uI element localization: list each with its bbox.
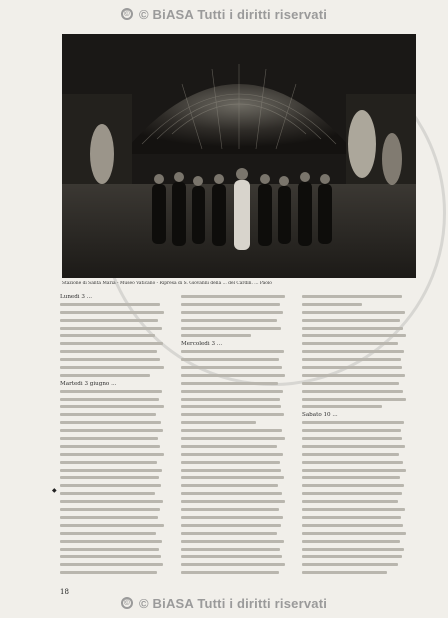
text-line [60, 531, 170, 539]
illegible-text-bar [181, 476, 284, 479]
text-line [60, 468, 170, 476]
illegible-text-bar [181, 563, 285, 566]
illegible-text-bar [181, 398, 280, 401]
illegible-text-bar [181, 295, 285, 298]
margin-marker: ◆ [52, 487, 57, 494]
illegible-text-bar [181, 319, 277, 322]
illegible-text-bar [60, 524, 164, 527]
text-line [302, 404, 412, 412]
illegible-text-bar [60, 453, 164, 456]
illegible-text-bar [302, 508, 405, 511]
illegible-text-bar [302, 461, 403, 464]
text-line [60, 452, 170, 460]
text-line [60, 389, 170, 397]
illegible-text-bar [181, 437, 285, 440]
text-line [60, 333, 170, 341]
illegible-text-bar [60, 563, 163, 566]
text-line [302, 507, 412, 515]
illegible-text-bar [181, 382, 278, 385]
text-line [181, 404, 291, 412]
text-line [181, 491, 291, 499]
illegible-text-bar [60, 390, 162, 393]
illegible-text-bar [302, 516, 401, 519]
illegible-text-bar [60, 358, 160, 361]
illegible-text-bar [181, 548, 280, 551]
illegible-text-bar [60, 532, 156, 535]
text-line [60, 349, 170, 357]
illegible-text-bar [302, 453, 399, 456]
text-line: Mercoledì 3 ... [181, 341, 223, 348]
illegible-text-bar [302, 374, 405, 377]
illegible-text-bar [60, 571, 157, 574]
illegible-text-bar [181, 532, 277, 535]
text-line [60, 554, 170, 562]
illegible-text-bar [302, 295, 402, 298]
illegible-text-bar [302, 429, 401, 432]
illegible-text-bar [181, 350, 284, 353]
text-line [60, 460, 170, 468]
text-line [181, 357, 291, 365]
watermark-text: © BiASA Tutti i diritti riservati [138, 595, 328, 611]
illegible-text-bar [60, 500, 163, 503]
illegible-text-bar [181, 334, 251, 337]
text-line: Sabato 10 ... [302, 412, 338, 419]
text-line [181, 412, 291, 420]
watermark-top [0, 6, 448, 22]
text-line [60, 302, 170, 310]
illegible-text-bar [181, 303, 280, 306]
illegible-text-bar [60, 555, 161, 558]
illegible-text-bar [60, 350, 157, 353]
illegible-text-bar [181, 421, 256, 424]
text-line [181, 365, 291, 373]
illegible-text-bar [60, 548, 159, 551]
illegible-text-bar [181, 484, 278, 487]
text-line [181, 468, 291, 476]
text-line [60, 373, 170, 381]
text-line [181, 436, 291, 444]
text-line [181, 373, 291, 381]
text-line [60, 412, 170, 420]
figure-caption: Stazione di Santa Maria - Museo Vaticano - Ripresa di S. Giovanni della ... del Cardin. ... Paolo [62, 281, 272, 286]
text-line [60, 436, 170, 444]
text-column-2 [181, 294, 291, 586]
text-line [181, 515, 291, 523]
text-line [181, 547, 291, 555]
text-line [302, 357, 412, 365]
text-line [60, 420, 170, 428]
text-line [181, 326, 291, 334]
illegible-text-bar [60, 413, 156, 416]
watermark-bottom [0, 595, 448, 611]
illegible-text-bar [181, 445, 277, 448]
photo-figure [62, 34, 416, 278]
text-line [302, 515, 412, 523]
text-line [302, 475, 412, 483]
text-line [181, 475, 291, 483]
text-line [181, 389, 291, 397]
text-line [181, 570, 291, 578]
text-line [60, 365, 170, 373]
illegible-text-bar [60, 461, 157, 464]
illegible-text-bar [302, 334, 406, 337]
illegible-text-bar [181, 374, 285, 377]
text-line [302, 523, 412, 531]
text-line [302, 570, 412, 578]
illegible-text-bar [60, 334, 155, 337]
illegible-text-bar [60, 429, 163, 432]
illegible-text-bar [302, 476, 400, 479]
illegible-text-bar [302, 571, 387, 574]
text-line [60, 404, 170, 412]
illegible-text-bar [181, 469, 281, 472]
illegible-text-bar [302, 350, 404, 353]
text-line [60, 428, 170, 436]
illegible-text-bar [60, 492, 155, 495]
illegible-text-bar [302, 555, 402, 558]
illegible-text-bar [302, 319, 400, 322]
text-line: Martedì 3 giugno ... [60, 380, 117, 387]
text-line [60, 507, 170, 515]
text-line [302, 389, 412, 397]
illegible-text-bar [302, 327, 403, 330]
text-line [181, 302, 291, 310]
text-line [60, 483, 170, 491]
illegible-text-bar [181, 516, 283, 519]
illegible-text-bar [60, 508, 160, 511]
text-line [181, 349, 291, 357]
text-line [181, 507, 291, 515]
illegible-text-bar [302, 311, 405, 314]
text-line [60, 475, 170, 483]
text-line [181, 460, 291, 468]
illegible-text-bar [60, 516, 158, 519]
illegible-text-bar [302, 358, 401, 361]
illegible-text-bar [60, 374, 150, 377]
text-line [302, 531, 412, 539]
text-line [302, 562, 412, 570]
illegible-text-bar [60, 342, 163, 345]
illegible-text-bar [60, 540, 162, 543]
illegible-text-bar [181, 311, 283, 314]
text-line [302, 420, 412, 428]
illegible-text-bar [302, 303, 362, 306]
text-line [181, 420, 291, 428]
illegible-text-bar [302, 437, 402, 440]
illegible-text-bar [302, 563, 398, 566]
text-line [302, 539, 412, 547]
text-line [302, 326, 412, 334]
illegible-text-bar [181, 390, 283, 393]
illegible-text-bar [302, 342, 398, 345]
illegible-text-bar [302, 500, 398, 503]
text-line [60, 547, 170, 555]
text-line [181, 397, 291, 405]
text-line [60, 310, 170, 318]
text-column-1 [60, 294, 170, 586]
museum-hall-photo [62, 34, 416, 278]
text-line [302, 373, 412, 381]
illegible-text-bar [181, 555, 282, 558]
illegible-text-bar [60, 421, 161, 424]
text-line [302, 460, 412, 468]
text-line: Lunedì 3 ... [60, 294, 93, 300]
illegible-text-bar [60, 484, 161, 487]
copyright-icon: © [121, 597, 133, 609]
text-line [302, 397, 412, 405]
illegible-text-bar [302, 445, 405, 448]
illegible-text-bar [302, 540, 400, 543]
illegible-text-bar [181, 366, 282, 369]
illegible-text-bar [302, 492, 402, 495]
illegible-text-bar [181, 571, 279, 574]
text-line [302, 499, 412, 507]
text-line [181, 562, 291, 570]
text-line [181, 310, 291, 318]
text-line [60, 318, 170, 326]
text-line [302, 483, 412, 491]
text-line [302, 318, 412, 326]
text-line [60, 491, 170, 499]
illegible-text-bar [181, 524, 281, 527]
text-line [60, 341, 170, 349]
illegible-text-bar [181, 453, 283, 456]
illegible-text-bar [302, 366, 402, 369]
illegible-text-bar [302, 398, 406, 401]
illegible-text-bar [302, 532, 406, 535]
text-line [181, 483, 291, 491]
text-line [60, 499, 170, 507]
text-line [60, 570, 170, 578]
illegible-text-bar [302, 484, 404, 487]
text-line [302, 302, 412, 310]
text-line [60, 523, 170, 531]
text-line [60, 397, 170, 405]
text-line [60, 357, 170, 365]
text-line [302, 444, 412, 452]
illegible-text-bar [302, 390, 403, 393]
illegible-text-bar [60, 319, 158, 322]
illegible-text-bar [181, 508, 279, 511]
illegible-text-bar [60, 398, 159, 401]
illegible-text-bar [60, 303, 160, 306]
text-line [302, 310, 412, 318]
text-line [302, 381, 412, 389]
text-line [181, 554, 291, 562]
text-line [181, 294, 291, 302]
illegible-text-bar [302, 405, 382, 408]
text-column-3 [302, 294, 412, 586]
text-line [302, 468, 412, 476]
illegible-text-bar [302, 524, 403, 527]
text-line [181, 428, 291, 436]
illegible-text-bar [60, 327, 162, 330]
illegible-text-bar [60, 405, 164, 408]
illegible-text-bar [181, 492, 282, 495]
text-line [302, 428, 412, 436]
text-line [302, 491, 412, 499]
text-line [60, 562, 170, 570]
text-line [302, 365, 412, 373]
illegible-text-bar [302, 548, 404, 551]
illegible-text-bar [302, 469, 406, 472]
illegible-text-bar [302, 382, 399, 385]
text-line [181, 499, 291, 507]
illegible-text-bar [60, 476, 159, 479]
text-line [302, 547, 412, 555]
text-line [302, 341, 412, 349]
illegible-text-bar [181, 461, 280, 464]
illegible-text-bar [60, 469, 162, 472]
text-line [181, 452, 291, 460]
text-line [302, 452, 412, 460]
text-line [181, 333, 291, 341]
illegible-text-bar [60, 437, 158, 440]
text-line [60, 515, 170, 523]
text-line [60, 326, 170, 334]
watermark-text: © BiASA Tutti i diritti riservati [138, 6, 328, 22]
copyright-icon: © [121, 8, 133, 20]
text-line [60, 444, 170, 452]
text-line [181, 531, 291, 539]
page-number: 18 [60, 588, 69, 596]
illegible-text-bar [181, 405, 281, 408]
illegible-text-bar [60, 311, 164, 314]
illegible-text-bar [181, 413, 284, 416]
text-line [302, 554, 412, 562]
text-line [302, 436, 412, 444]
illegible-text-bar [181, 429, 282, 432]
text-line [302, 294, 412, 302]
illegible-text-bar [302, 421, 404, 424]
text-line [302, 349, 412, 357]
illegible-text-bar [181, 327, 281, 330]
illegible-text-bar [181, 358, 279, 361]
illegible-text-bar [60, 366, 164, 369]
illegible-text-bar [181, 500, 285, 503]
illegible-text-bar [60, 445, 160, 448]
illegible-text-bar [181, 540, 284, 543]
text-line [181, 318, 291, 326]
text-line [181, 444, 291, 452]
text-line [181, 539, 291, 547]
text-line [181, 381, 291, 389]
text-line [181, 523, 291, 531]
text-line [60, 539, 170, 547]
text-line [302, 333, 412, 341]
